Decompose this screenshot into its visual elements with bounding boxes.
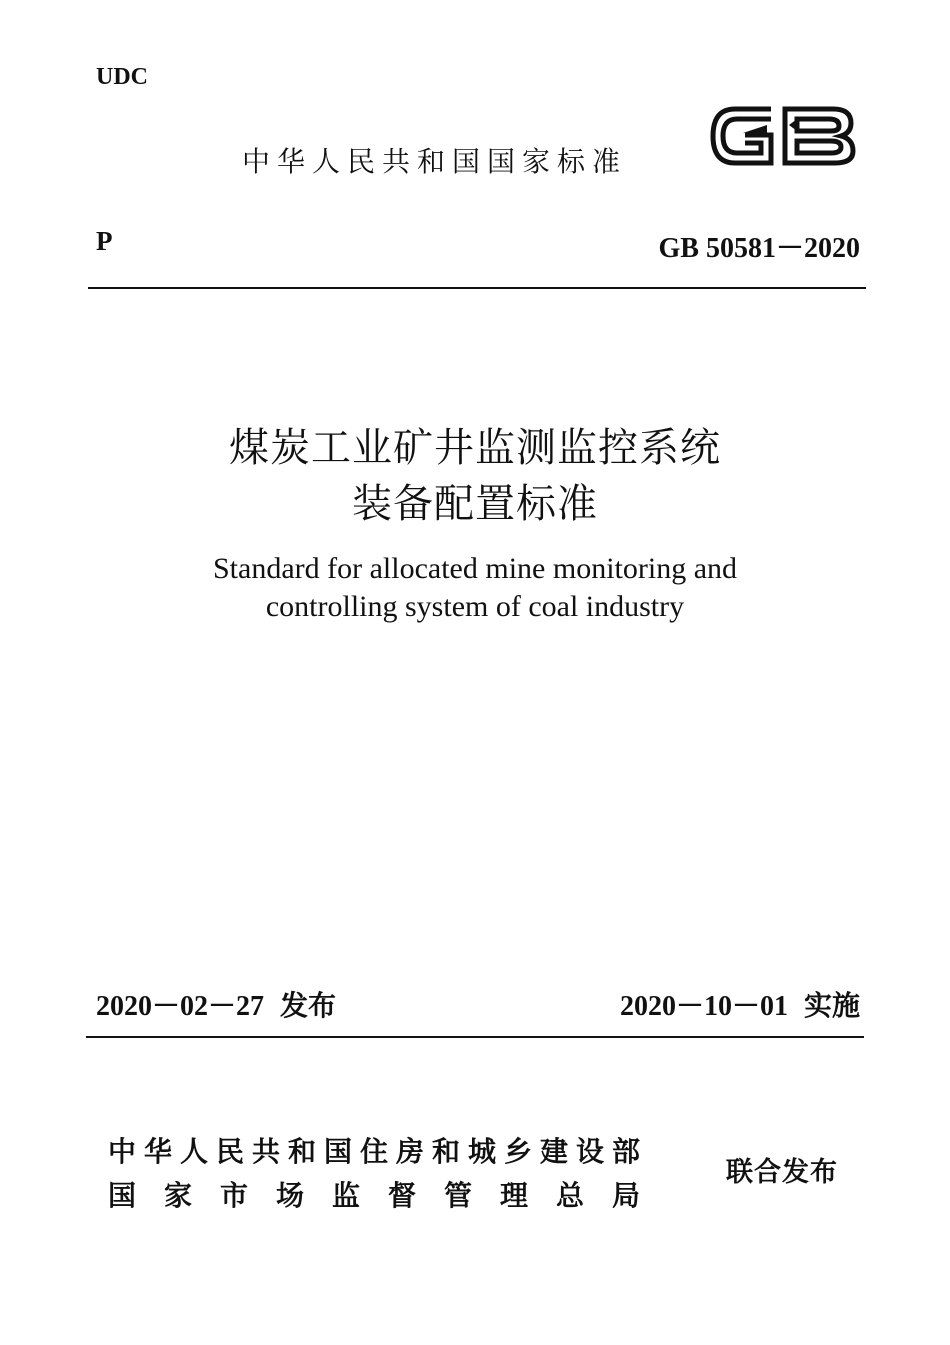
issue-date: 2020－02－27 bbox=[96, 991, 265, 1022]
national-standard-title: 中华人民共和国国家标准 bbox=[242, 145, 628, 178]
title-zh-line2: 装备配置标准 bbox=[352, 481, 598, 527]
top-divider bbox=[88, 287, 866, 289]
title-block bbox=[0, 420, 950, 626]
issuer-block bbox=[108, 1130, 668, 1218]
udc-label: UDC bbox=[96, 64, 148, 90]
title-en bbox=[0, 550, 950, 626]
effective-date: 2020－10－01 bbox=[619, 991, 788, 1022]
issue-label: 发布 bbox=[280, 989, 337, 1022]
gb-logo-icon bbox=[705, 95, 860, 177]
issuer-line1: 中华人民共和国住房和城乡建设部 bbox=[108, 1135, 649, 1168]
issue-date-group bbox=[96, 984, 336, 1024]
effective-date-group bbox=[620, 984, 860, 1024]
bottom-divider bbox=[86, 1036, 864, 1038]
title-zh-line1: 煤炭工业矿井监测监控系统 bbox=[229, 425, 721, 471]
issuer-line2: 国家市场监督管理总局 bbox=[108, 1179, 669, 1212]
title-en-line2: controlling system of coal industry bbox=[265, 590, 685, 623]
effective-label: 实施 bbox=[803, 989, 860, 1022]
standard-number: GB 50581－2020 bbox=[658, 233, 860, 264]
title-en-line1: Standard for allocated mine monitoring and bbox=[212, 552, 738, 585]
classification-code: P bbox=[96, 226, 113, 256]
joint-issue-label: 联合发布 bbox=[726, 1157, 838, 1188]
